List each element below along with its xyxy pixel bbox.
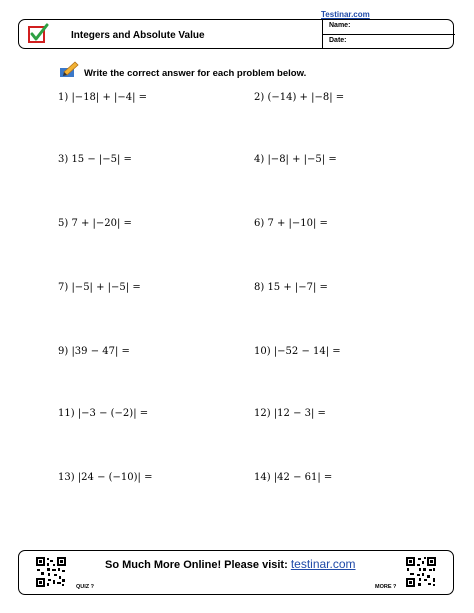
problem-3: 3) 15 − |−5| = (58, 154, 132, 165)
worksheet-title: Integers and Absolute Value (71, 30, 205, 41)
problem-11: 11) |−3 − (−2)| = (58, 408, 149, 419)
date-label: Date: (329, 37, 347, 44)
problem-9: 9) |39 − 47| = (58, 346, 130, 357)
pencil-icon (58, 60, 80, 78)
footer-link[interactable]: testinar.com (290, 557, 356, 571)
more-label: MORE ? (375, 584, 397, 590)
problem-14: 14) |42 − 61| = (254, 472, 333, 483)
problem-7: 7) |−5| + |−5| = (58, 282, 141, 293)
problem-1: 1) |−18| + |−4| = (58, 92, 148, 103)
qr-code-more-icon[interactable] (405, 556, 437, 588)
problem-12: 12) |12 − 3| = (254, 408, 326, 419)
red-checkbox-check-icon (27, 23, 49, 45)
name-date-box (322, 19, 455, 49)
worksheet-header (18, 19, 454, 49)
problem-6: 6) 7 + |−10| = (254, 218, 328, 229)
instructions (58, 64, 306, 82)
instructions-text: Write the correct answer for each problem below. (84, 67, 307, 79)
problem-5: 5) 7 + |−20| = (58, 218, 132, 229)
site-link[interactable]: Testinar.com (321, 10, 370, 19)
date-field[interactable] (323, 34, 455, 49)
problem-8: 8) 15 + |−7| = (254, 282, 328, 293)
qr-code-quiz-icon[interactable] (35, 556, 67, 588)
quiz-label: QUIZ ? (76, 584, 95, 590)
problem-2: 2) (−14) + |−8| = (254, 92, 345, 103)
problem-4: 4) |−8| + |−5| = (254, 154, 337, 165)
problem-13: 13) |24 − (−10)| = (58, 472, 153, 483)
footer-message (105, 557, 356, 571)
name-field[interactable] (323, 19, 455, 35)
name-label: Name: (329, 22, 351, 29)
footer-text: So Much More Online! Please visit: (105, 559, 288, 571)
footer (18, 550, 454, 595)
problem-10: 10) |−52 − 14| = (254, 346, 341, 357)
